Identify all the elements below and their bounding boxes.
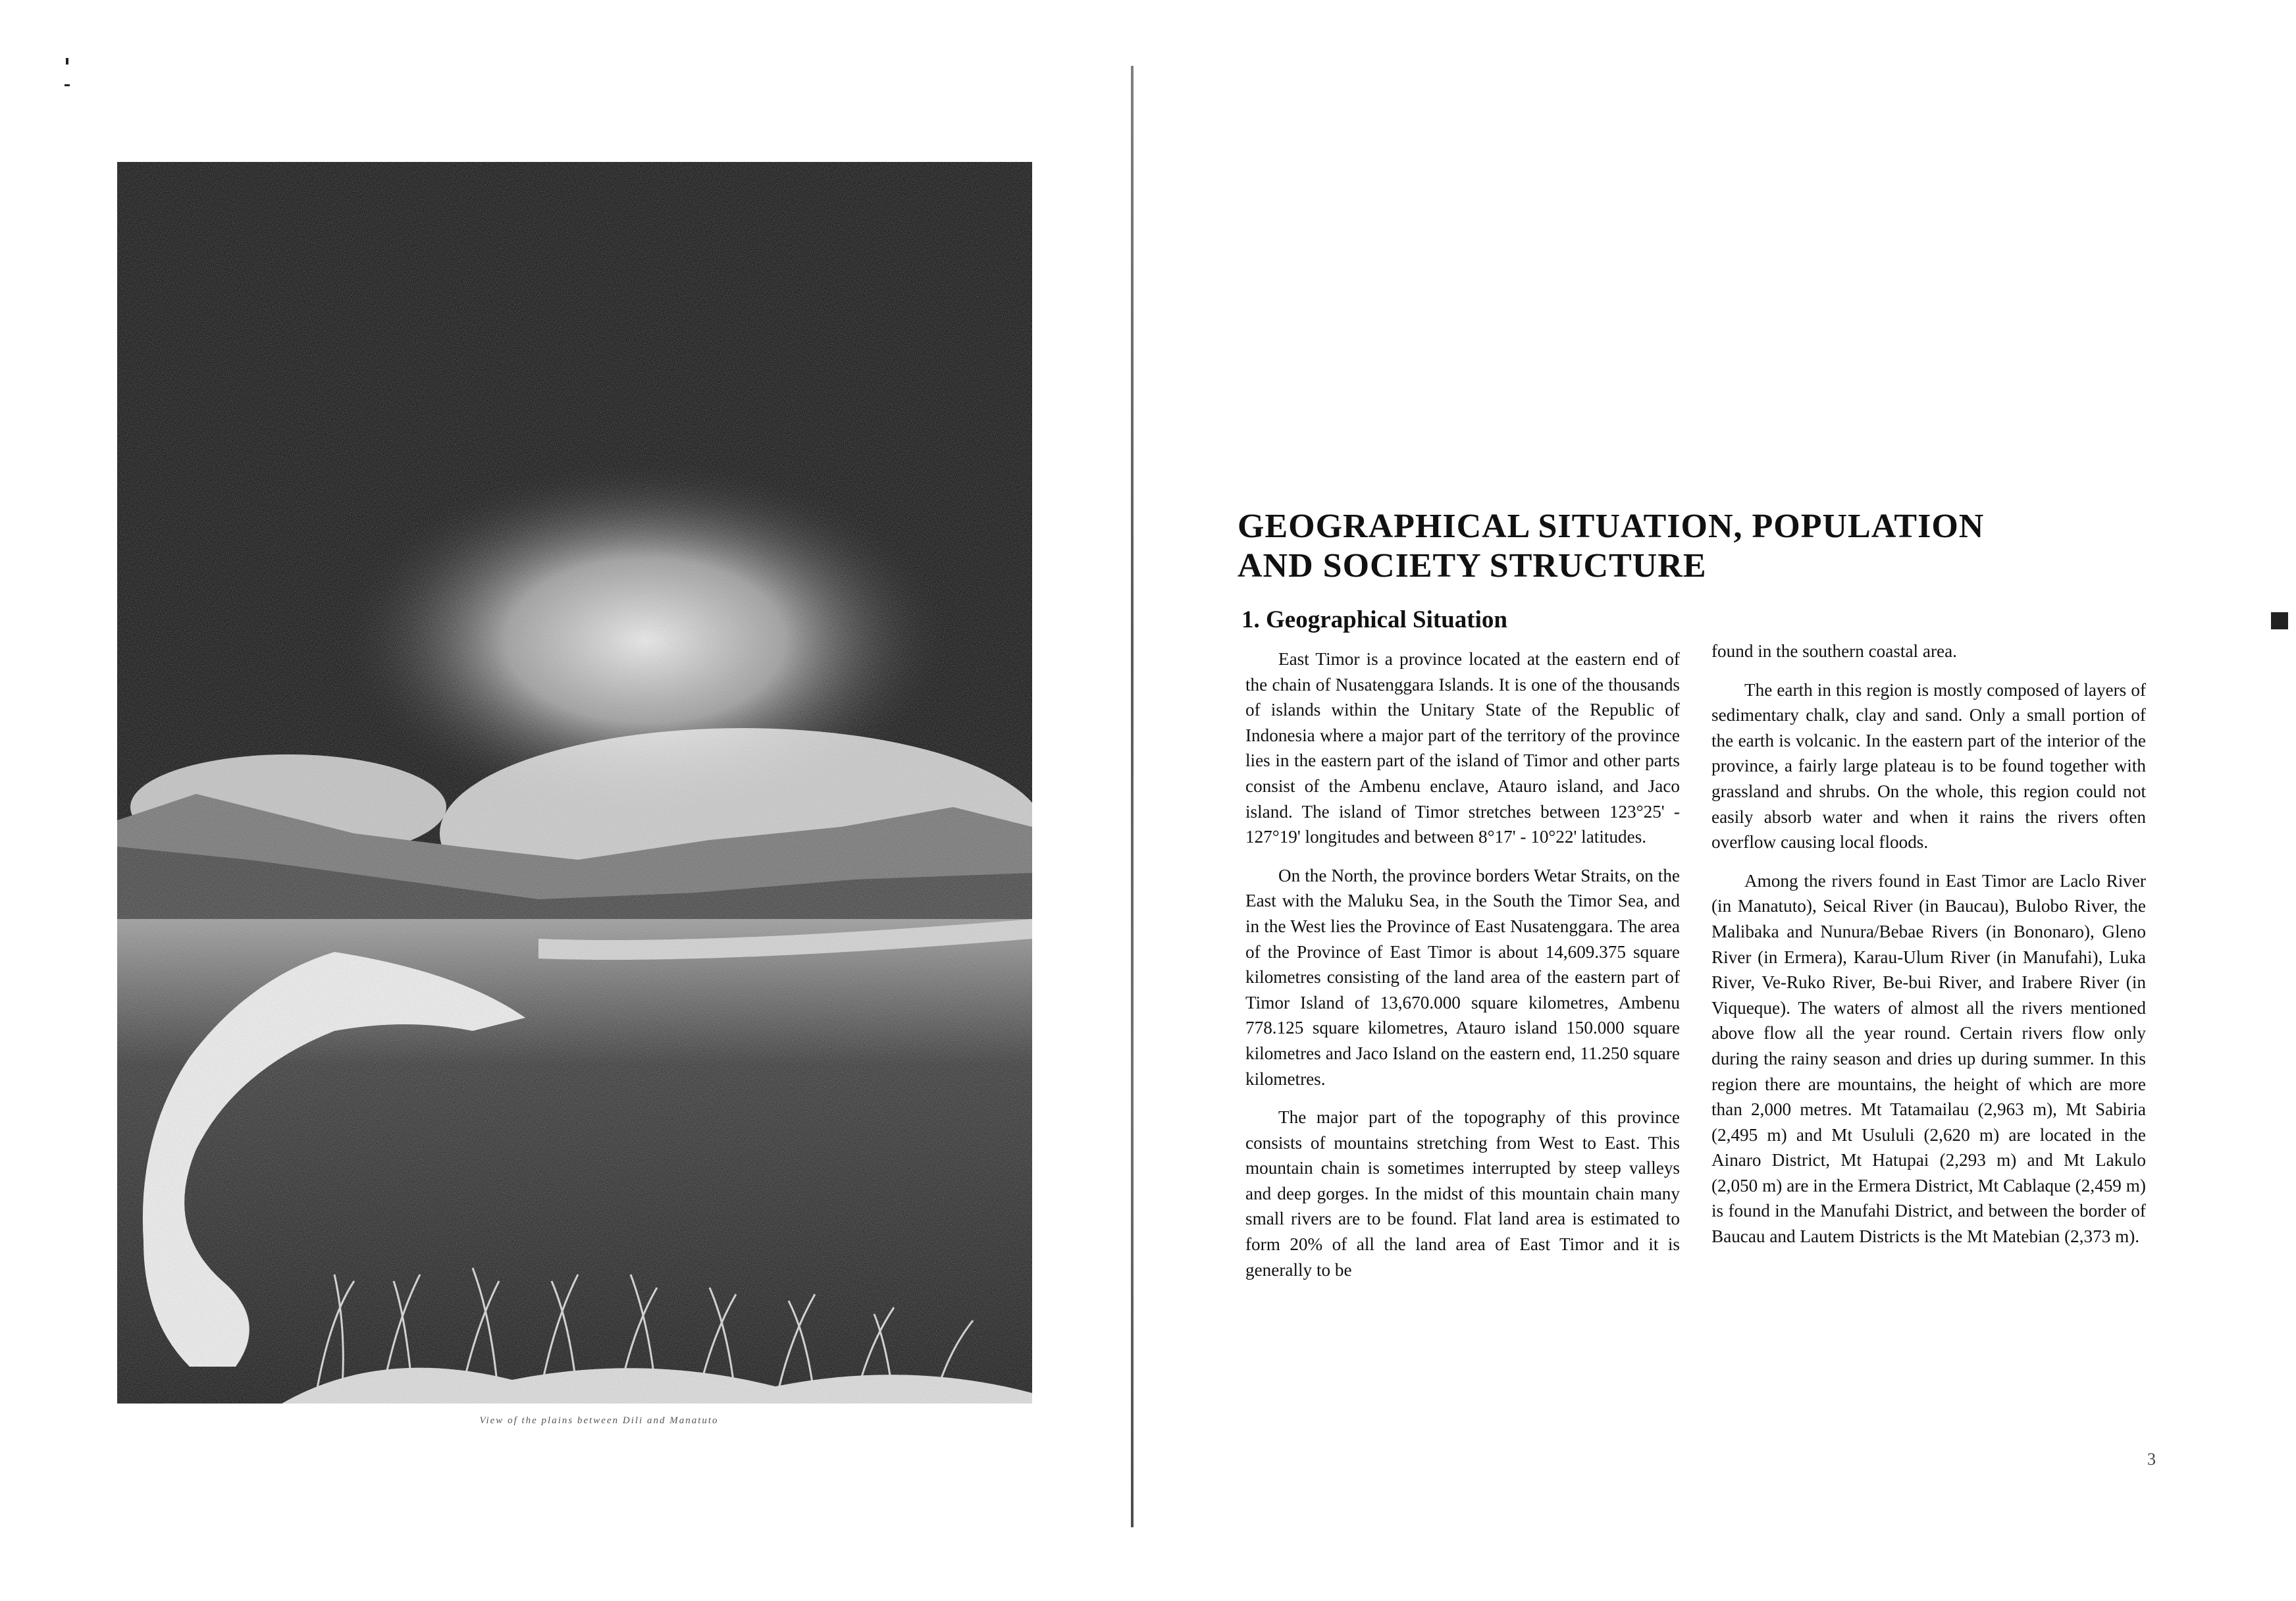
photo-caption: View of the plains between Dili and Manatuto [479, 1415, 719, 1426]
body-paragraph: Among the rivers found in East Timor are Laclo River (in Manatuto), Seical River (in Baucau), Bulobo River, the Malibaka and Nunura/Bebae Rivers (in Bononaro), Gleno River (in Ermera), Karau-Ulum River (in Manufahi), Luka River, Ve-Ruko River, Be-bui River, and Irabere River (in Viqueque). The waters of almost all the rivers mentioned above flow all the year round. Certain rivers flow only during the rainy season and dries up during summer. In this region there are mountains, the height of which are more than 2,000 metres. Mt Tatamailau (2,963 m), Mt Sabiria (2,495 m) and Mt Usululi (2,620 m) are located in the Ainaro District, Mt Hatupai (2,293 m) and Mt Lakulo (2,050 m) are in the Ermera District, Mt Cablaque (2,459 m) is found in the Manufahi District, and between the border of Baucau and Lautem Districts is the Mt Matebian (2,373 m). [1711, 870, 2146, 1247]
text-column-right [1711, 639, 2146, 1263]
chapter-title-line: AND SOCIETY STRUCTURE [1238, 547, 1707, 585]
scan-mark [66, 58, 68, 65]
body-paragraph: The earth in this region is mostly composed of layers of sedimentary chalk, clay and sand. Only a small portion of the earth is volcanic. In the eastern part of the interior of the province, a fairly large plateau is to be found together with grassland and shrubs. On the whole, this region could not easily absorb water and when it rains the rivers often overflow causing local floods. [1711, 679, 2146, 853]
page-number: 3 [2147, 1450, 2156, 1469]
body-paragraph: East Timor is a province located at the eastern end of the chain of Nusatenggara Islands. It is one of the thousands of islands within the Unitary State of the Republic of Indonesia where a major part of the territory of the province lies in the eastern part of the island of Timor and other parts consist of the Ambenu enclave, Atauro island, and Jaco island. The island of Timor stretches between 123°25' - 127°19' longitudes and between 8°17' - 10°22' latitudes. [1245, 649, 1680, 847]
scan-mark [65, 84, 70, 86]
text-column-left [1245, 646, 1680, 1296]
page-gutter [1131, 66, 1134, 1527]
section-heading: 1. Geographical Situation [1241, 606, 1507, 633]
scan-mark [2271, 612, 2288, 629]
landscape-photo [117, 162, 1032, 1404]
landscape-illustration [117, 162, 1032, 1404]
body-paragraph: The major part of the topography of this province consists of mountains stretching from West to East. This mountain chain is sometimes interrupted by steep valleys and deep gorges. In the midst of this mountain chain many small rivers are to be found. Flat land area is estimated to form 20% of all the land area of East Timor and it is generally to be [1245, 1107, 1680, 1280]
chapter-title [1238, 507, 2060, 586]
body-paragraph: On the North, the province borders Wetar Straits, on the East with the Maluku Sea, in the South the Timor Sea, and in the West lies the Province of East Nusatenggara. The area of the Province of East Timor is about 14,609.375 square kilometres consisting of the land area of the eastern part of Timor Island of 13,670.000 square kilometres, Ambenu 778.125 square kilometres, Atauro island 150.000 square kilometres and Jaco Island on the eastern end, 11.250 square kilometres. [1245, 865, 1680, 1089]
chapter-title-line: GEOGRAPHICAL SITUATION, POPULATION [1238, 508, 1985, 545]
body-paragraph-continued: found in the southern coastal area. [1711, 641, 1957, 661]
